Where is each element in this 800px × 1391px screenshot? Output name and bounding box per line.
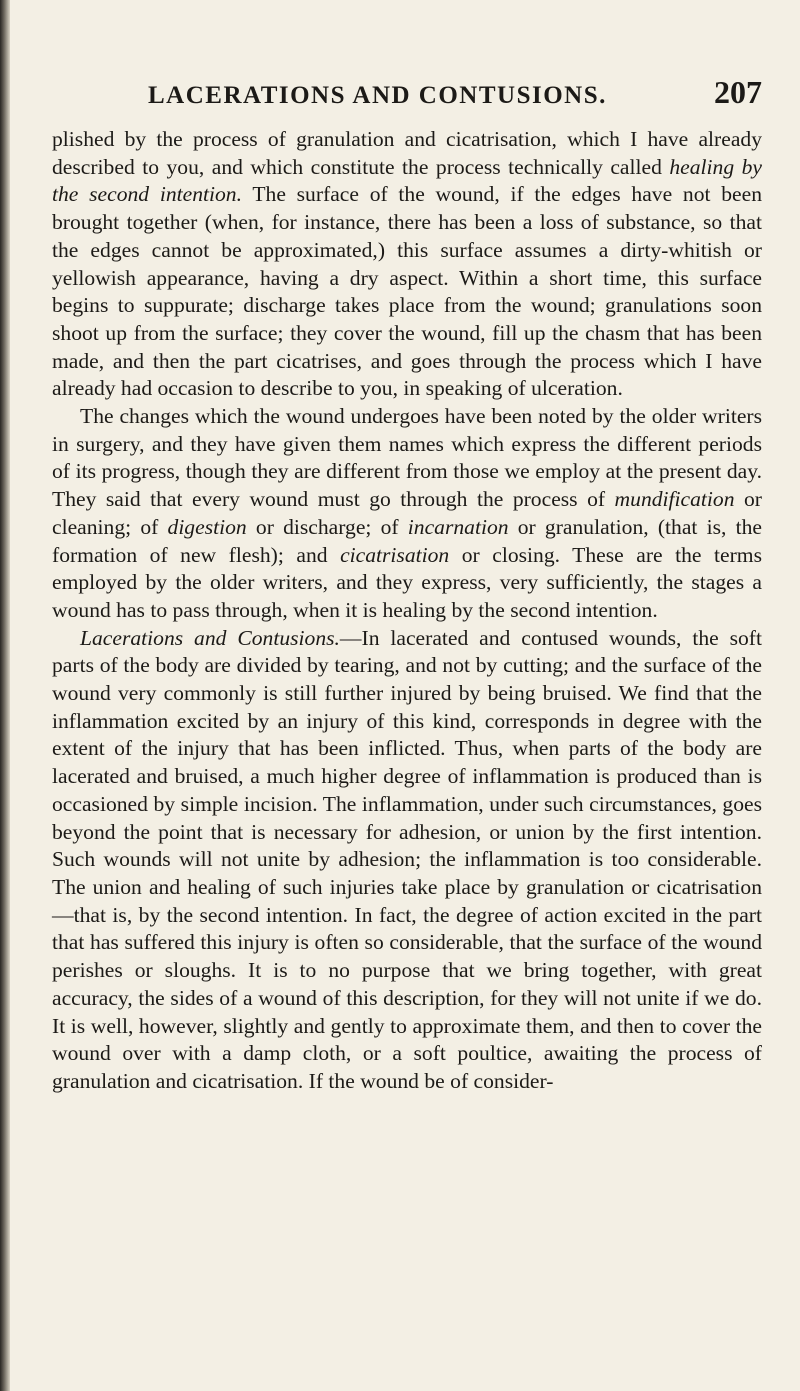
paragraph-2-text-b: or cleaning; of <box>52 487 762 539</box>
running-head: LACERATIONS AND CONTUSIONS. <box>148 82 607 109</box>
page-number: 207 <box>714 74 762 110</box>
paragraph-1-text-a: plished by the process of granulation and cicatrisation, which I have already described to you, and which constitute the process technically called <box>52 127 762 179</box>
paragraph-3 <box>52 625 762 1096</box>
paragraph-2-text-d: or granulation, (that is, the formation of new flesh); and <box>52 514 762 567</box>
term-digestion: digestion <box>167 514 247 539</box>
page-header <box>52 74 762 126</box>
term-incarnation: incarnation <box>407 514 509 539</box>
section-heading-lacerations: Lacerations and Contusions. <box>80 625 340 650</box>
body-text <box>52 126 762 1096</box>
paragraph-1-text-b: The surface of the wound, if the edges have not been brought together (when, for instance, there has been a loss of substance, so that the edges cannot be approximated,) this surface assumes a dirty-whitish or yellowish appearance, having a dry aspect. Within a short time, this surface begins to suppurate; discharge takes place from the wound; granulations soon shoot up from the surface; they cover the wound, fill up the chasm that has been made, and then the part cicatrises, and goes through the process which I have already had occasion to describe to you, in speaking of ulceration. <box>52 182 762 401</box>
paragraph-2-text-c: or discharge; of <box>246 514 408 539</box>
paragraph-1 <box>52 126 762 403</box>
paragraph-2-text-e: or closing. These are the terms employed by the older writers, and they express, very sufficiently, the stages a wound has to pass through, when it is healing by the second intention. <box>52 542 762 622</box>
paragraph-1-italic-term: healing by the second intention. <box>52 154 762 207</box>
paragraph-2 <box>52 403 762 625</box>
term-cicatrisation: cicatrisation <box>340 542 450 567</box>
paragraph-3-text: —In lacerated and contused wounds, the soft parts of the body are divided by tearing, and not by cutting; and the surface of the wound very commonly is still further injured by being bruised. We find that the inflammation excited by an injury of this kind, corresponds in degree with the extent of the injury that has been inflicted. Thus, when parts of the body are lacerated and bruised, a much higher degree of inflammation is produced than is occasioned by simple incision. The inflammation, under such circumstances, goes beyond the point that is necessary for adhesion, or union by the first intention. Such wounds will not unite by adhesion; the inflammation is too considerable. The union and healing of such injuries take place by granulation or cicatrisation—that is, by the second intention. In fact, the degree of action excited in the part that has suffered this injury is often so considerable, that the surface of the wound perishes or sloughs. It is to no purpose that we bring together, with great accuracy, the sides of a wound of this description, for they will not unite if we do. It is well, however, slightly and gently to approximate them, and then to cover the wound over with a damp cloth, or a soft poultice, awaiting the process of granulation and cicatrisation. If the wound be of consider- <box>52 625 762 1093</box>
paragraph-2-text-a: The changes which the wound undergoes have been noted by the older writers in surgery, and they have given them names which express the different periods of its progress, though they are different from those we employ at the present day. They said that every wound must go through the process of <box>52 404 762 512</box>
book-page <box>52 74 762 1096</box>
term-mundification: mundification <box>614 487 735 512</box>
page-binding-edge <box>0 0 10 1391</box>
